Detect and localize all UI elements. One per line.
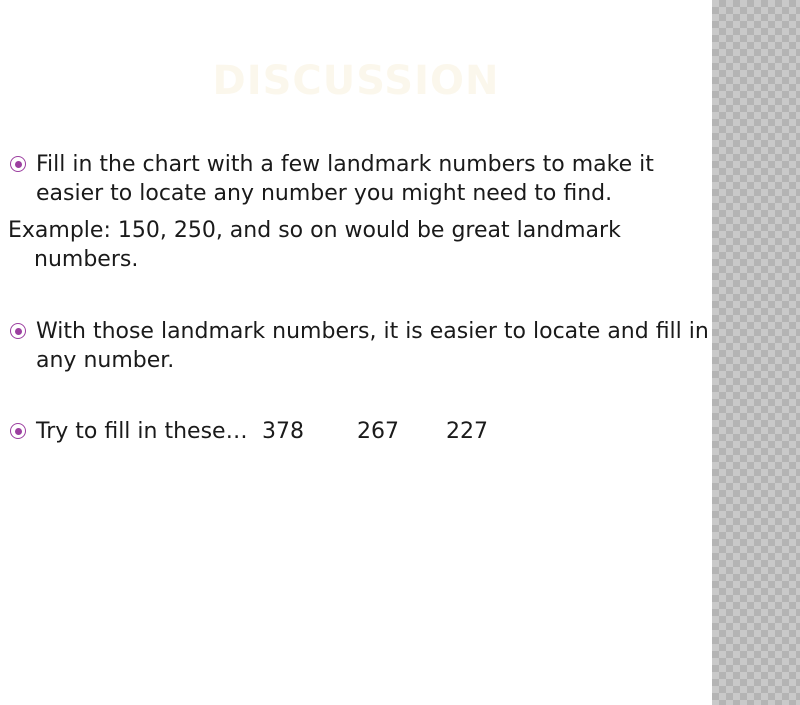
bullet-2-line-2: any number. [36, 348, 175, 373]
bullet-item-3 [10, 417, 516, 446]
bullet-1-line-1: Fill in the chart with a few landmark numbers to make it [36, 152, 654, 177]
target-number: 378 [262, 419, 304, 444]
bullet-3-prompt: Try to fill in these… [36, 419, 248, 444]
bullet-circle-icon [10, 323, 26, 339]
example-line-2: numbers. [34, 247, 139, 272]
slide-title: DISCUSSION [212, 58, 500, 104]
bullet-circle-icon [10, 423, 26, 439]
target-number: 227 [446, 419, 488, 444]
bullet-item-1 [10, 150, 654, 208]
bullet-2-line-1: With those landmark numbers, it is easier to locate and fill in [36, 319, 709, 344]
decorative-side-band [712, 0, 800, 705]
bullet-circle-icon [10, 156, 26, 172]
target-number: 267 [357, 419, 399, 444]
example-paragraph [8, 216, 621, 274]
bullet-1-line-2: easier to locate any number you might need to find. [36, 181, 613, 206]
bullet-item-2 [10, 317, 709, 375]
example-line-1: Example: 150, 250, and so on would be great landmark [8, 218, 621, 243]
